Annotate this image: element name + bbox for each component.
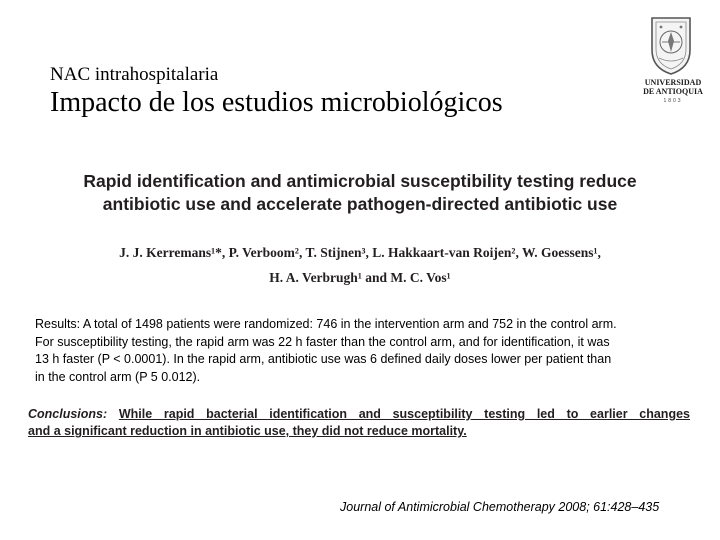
university-logo xyxy=(636,14,710,106)
university-name-line1: UNIVERSIDAD xyxy=(644,78,702,87)
conclusions-line1 xyxy=(28,406,690,423)
results-line2: For susceptibility testing, the rapid arm was 22 h faster than the control arm, and for identification, it was xyxy=(35,334,610,349)
conclusions-text-line2: and a significant reduction in antibiotic use, they did not reduce mortality. xyxy=(28,424,467,438)
paper-authors xyxy=(60,240,660,290)
paper-authors-line2: H. A. Verbrugh¹ and M. C. Vos¹ xyxy=(269,270,451,285)
university-seal-icon xyxy=(646,14,696,76)
slide-subtitle: NAC intrahospitalaria xyxy=(50,64,219,85)
paper-title xyxy=(30,170,690,216)
university-name xyxy=(636,78,710,96)
conclusions-text-line1: While rapid bacterial identification and susceptibility testing led to earlier changes xyxy=(118,407,690,421)
conclusions-label: Conclusions: xyxy=(28,407,108,421)
results-line4: in the control arm (P 5 0.012). xyxy=(35,369,201,384)
results-paragraph xyxy=(35,316,687,386)
slide-title: Impacto de los estudios microbiológicos xyxy=(50,87,503,118)
results-line3: 13 h faster (P < 0.0001). In the rapid arm, antibiotic use was 6 defined daily doses lower per patient than xyxy=(35,352,612,366)
paper-title-line1: Rapid identification and antimicrobial susceptibility testing reduce xyxy=(83,171,637,191)
university-name-line2: DE ANTIOQUIA xyxy=(643,87,703,96)
conclusions-paragraph xyxy=(28,406,690,442)
results-line1: Results: A total of 1498 patients were randomized: 746 in the intervention arm and 752 in the control arm. xyxy=(35,317,617,331)
journal-citation: Journal of Antimicrobial Chemotherapy 2008; 61:428–435 xyxy=(340,500,660,514)
university-year: 1803 xyxy=(663,98,683,104)
paper-title-line2: antibiotic use and accelerate pathogen-directed antibiotic use xyxy=(102,194,618,214)
conclusions-line2 xyxy=(28,423,467,440)
paper-authors-line1: J. J. Kerremans¹*, P. Verboom², T. Stijnen³, L. Hakkaart-van Roijen², W. Goessens¹, xyxy=(119,245,601,260)
